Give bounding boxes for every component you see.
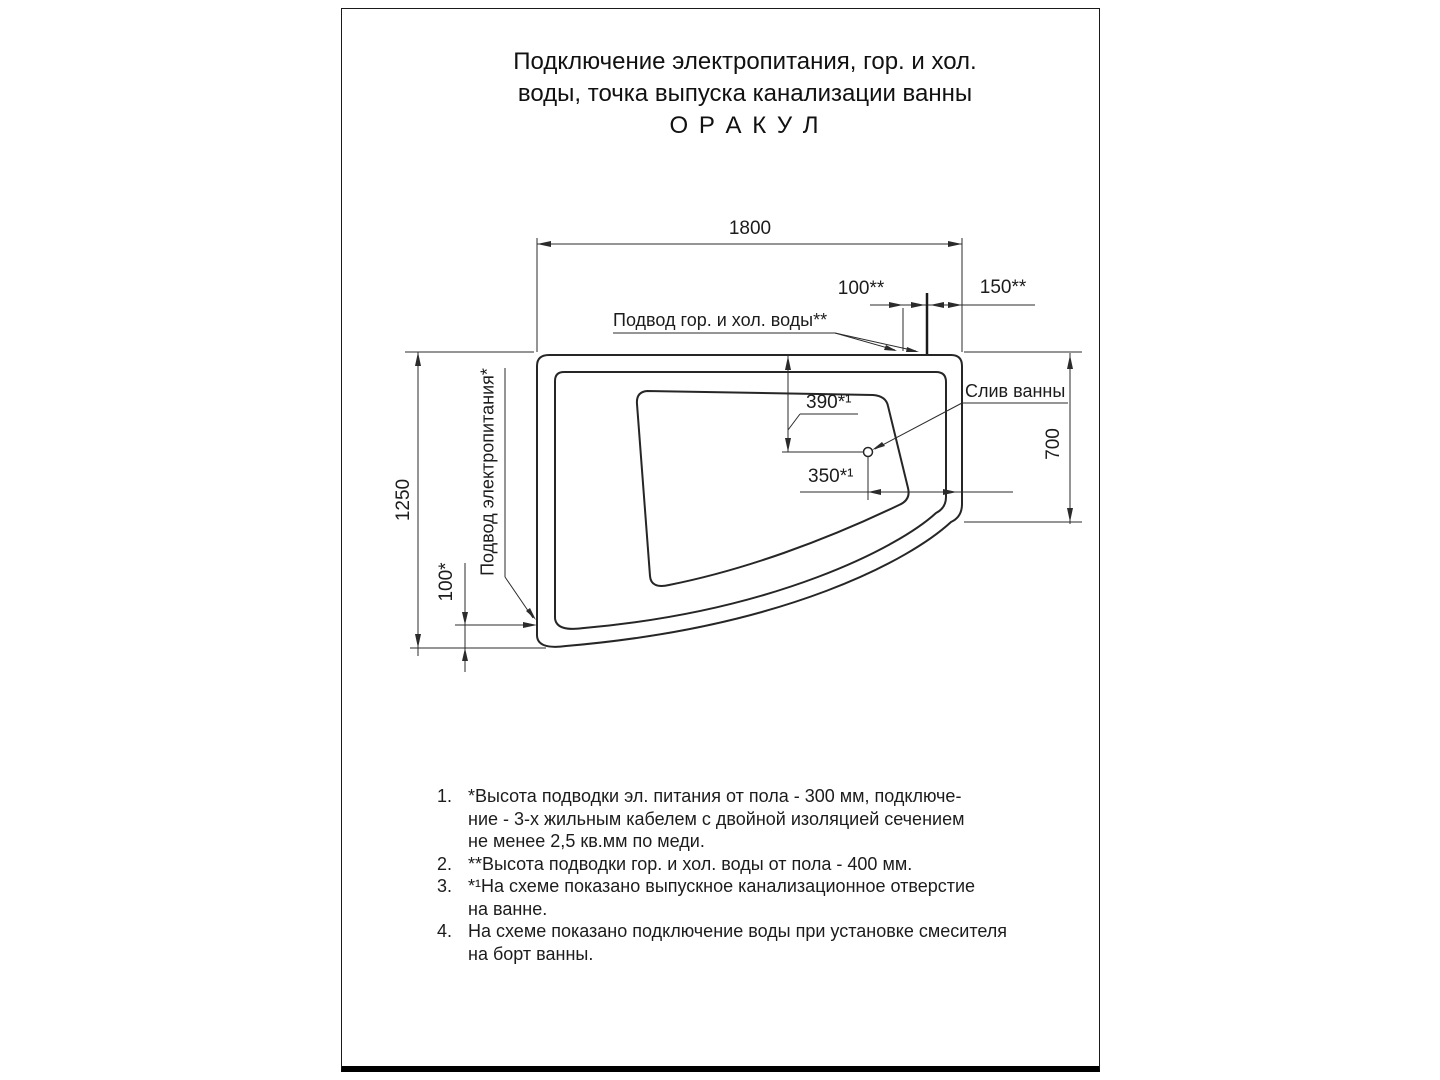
note-2-line-1: **Высота подводки гор. и хол. воды от пола - 400 мм. (468, 853, 913, 874)
note-1-line-1: *Высота подводки эл. питания от пола - 300 мм, подключе- (468, 786, 962, 806)
note-4-number: 4. (437, 921, 453, 941)
note-3 (437, 875, 1037, 920)
power-supply-label: Подвод электропитания* (477, 368, 498, 576)
drawing-title (390, 46, 1100, 142)
dim-700-label: 700 (1043, 428, 1064, 460)
dim-390-drain-label: 390*¹ (806, 392, 852, 413)
dim-350-drain-label: 350*¹ (808, 466, 854, 487)
note-1-text (468, 785, 1037, 853)
note-4-line-2: на борт ванны. (468, 943, 594, 964)
water-supply-label: Подвод гор. и хол. воды** (613, 310, 828, 330)
note-4-text (468, 920, 1037, 965)
note-1-line-2: ние - 3-х жильным кабелем с двойной изоляцией сечением (468, 808, 965, 829)
dim-150-water-label: 150** (979, 277, 1027, 298)
note-1-number: 1. (437, 786, 453, 806)
note-3-line-2: на ванне. (468, 898, 548, 919)
note-3-number: 3. (437, 876, 453, 896)
notes-block (437, 785, 1037, 965)
note-2-text (468, 853, 1037, 876)
note-2-number: 2. (437, 853, 453, 874)
dim-100-power-label: 100* (436, 562, 457, 602)
note-1-line-3: не менее 2,5 кв.мм по меди. (468, 831, 705, 851)
dim-1800-label: 1800 (728, 218, 772, 239)
title-line-2: воды, точка выпуска канализации ванны (517, 80, 973, 107)
note-4-line-1: На схеме показано подключение воды при установке смесителя (468, 921, 1008, 941)
note-4 (437, 920, 1037, 965)
dim-1250-label: 1250 (393, 478, 414, 522)
dim-100-water-label: 100** (837, 278, 885, 299)
note-1 (437, 785, 1037, 853)
title-model-name: О Р А К У Л (669, 112, 821, 139)
note-2 (437, 853, 1037, 876)
drain-label: Слив ванны (965, 381, 1066, 401)
title-line-1: Подключение электропитания, гор. и хол. (513, 48, 977, 75)
note-3-line-1: *¹На схеме показано выпускное канализационное отверстие (468, 876, 976, 896)
note-3-text (468, 875, 1037, 920)
